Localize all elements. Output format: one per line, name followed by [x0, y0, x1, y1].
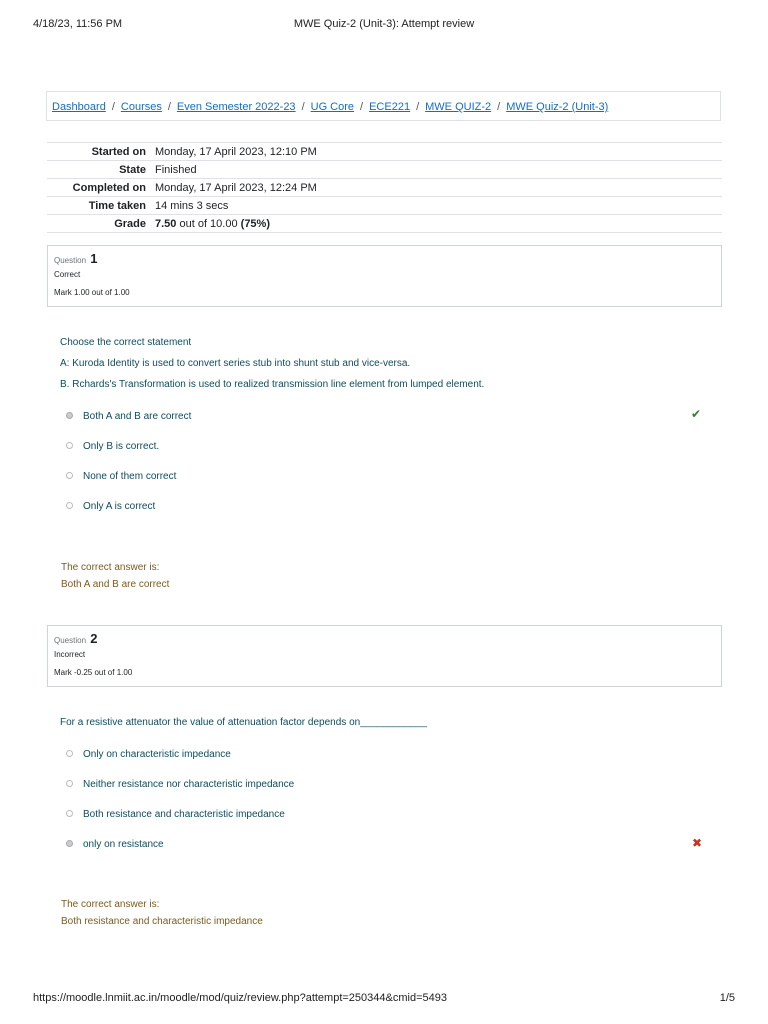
summary-value: Monday, 17 April 2023, 12:10 PM [155, 143, 722, 161]
summary-label: Completed on [47, 179, 155, 197]
print-footer [33, 992, 735, 1006]
breadcrumb-separator: / [111, 101, 115, 113]
print-page-number: 1/5 [719, 992, 735, 1004]
radio-button[interactable] [66, 810, 73, 817]
answer-option-label: Both resistance and characteristic impedance [83, 809, 285, 820]
summary-value: Finished [155, 161, 722, 179]
radio-button[interactable] [66, 412, 73, 419]
answer-option[interactable] [66, 839, 164, 853]
print-title: MWE Quiz-2 (Unit-3): Attempt review [293, 18, 475, 30]
breadcrumb-separator: / [301, 101, 305, 113]
answer-option[interactable] [66, 809, 285, 823]
radio-button[interactable] [66, 750, 73, 757]
breadcrumb-separator: / [360, 101, 364, 113]
breadcrumb-separator: / [167, 101, 171, 113]
summary-row-state [47, 161, 722, 179]
radio-button[interactable] [66, 502, 73, 509]
breadcrumb-separator: / [416, 101, 420, 113]
answer-option[interactable] [66, 501, 155, 515]
summary-label: Time taken [47, 197, 155, 215]
check-icon: ✔ [691, 407, 702, 421]
question-prefix: Question [54, 636, 87, 645]
breadcrumb-separator: / [497, 101, 501, 113]
question-info-box [47, 625, 722, 687]
answer-option-label: Only on characteristic impedance [83, 749, 231, 760]
print-datetime: 4/18/23, 11:56 PM [33, 18, 123, 30]
radio-button[interactable] [66, 442, 73, 449]
question-number [54, 631, 721, 647]
print-header [33, 18, 735, 32]
correct-answer-label: The correct answer is: [61, 899, 160, 910]
question-text: B. Rchards's Transformation is used to realized transmission line element from lumped element. [60, 379, 485, 390]
answer-option[interactable] [66, 441, 159, 455]
question-number [54, 251, 721, 267]
answer-option[interactable] [66, 471, 176, 485]
question-state: Incorrect [54, 650, 86, 659]
breadcrumb-courses[interactable]: Courses [120, 101, 162, 113]
summary-label: Grade [47, 215, 155, 233]
grade-out-of: out of 10.00 [179, 217, 238, 230]
answer-option-label: Neither resistance nor characteristic impedance [83, 779, 295, 790]
breadcrumb-course[interactable]: ECE221 [369, 101, 411, 113]
question-prefix: Question [54, 256, 87, 265]
question-mark: Mark 1.00 out of 1.00 [54, 288, 130, 297]
radio-button[interactable] [66, 472, 73, 479]
answer-option[interactable] [66, 779, 294, 793]
breadcrumb-quiz[interactable]: MWE Quiz-2 (Unit-3) [506, 101, 609, 113]
summary-row-completed [47, 179, 722, 197]
question-text: Choose the correct statement [60, 337, 192, 348]
summary-value: 14 mins 3 secs [155, 197, 722, 215]
radio-button[interactable] [66, 780, 73, 787]
answer-option-label: Both A and B are correct [83, 411, 192, 422]
correct-answer-text: Both resistance and characteristic impedance [61, 916, 263, 927]
attempt-summary-table [47, 142, 722, 233]
answer-option[interactable] [66, 749, 231, 763]
summary-row-grade [47, 215, 722, 233]
radio-button[interactable] [66, 840, 73, 847]
question-text: A: Kuroda Identity is used to convert series stub into shunt stub and vice-versa. [60, 358, 411, 369]
breadcrumb-section[interactable]: MWE QUIZ-2 [425, 101, 492, 113]
print-url: https://moodle.lnmiit.ac.in/moodle/mod/quiz/review.php?attempt=250344&cmid=5493 [33, 992, 447, 1004]
question-info-box [47, 245, 722, 307]
grade-percent: (75%) [240, 217, 270, 230]
question-mark: Mark -0.25 out of 1.00 [54, 668, 133, 677]
answer-option-label: only on resistance [83, 839, 164, 850]
answer-option[interactable] [66, 411, 191, 425]
grade-value [155, 215, 722, 233]
correct-answer-text: Both A and B are correct [61, 579, 170, 590]
answer-option-label: Only A is correct [83, 501, 156, 512]
question-state: Correct [54, 270, 81, 279]
cross-icon: ✖ [692, 836, 703, 850]
question-text: For a resistive attenuator the value of attenuation factor depends on____________ [60, 717, 427, 728]
summary-label: Started on [47, 143, 155, 161]
summary-row-started [47, 143, 722, 161]
summary-value: Monday, 17 April 2023, 12:24 PM [155, 179, 722, 197]
grade-score: 7.50 [155, 217, 177, 230]
correct-answer-label: The correct answer is: [61, 562, 160, 573]
summary-row-time-taken [47, 197, 722, 215]
correct-answer-feedback [61, 896, 263, 930]
breadcrumb [46, 91, 721, 121]
breadcrumb-category[interactable]: UG Core [310, 101, 355, 113]
breadcrumb-dashboard[interactable]: Dashboard [52, 101, 106, 113]
summary-label: State [47, 161, 155, 179]
answer-option-label: None of them correct [83, 471, 177, 482]
correct-answer-feedback [61, 559, 169, 593]
breadcrumb-semester[interactable]: Even Semester 2022-23 [176, 101, 296, 113]
question-number-value: 1 [90, 251, 98, 266]
question-number-value: 2 [90, 631, 98, 646]
answer-option-label: Only B is correct. [83, 441, 160, 452]
